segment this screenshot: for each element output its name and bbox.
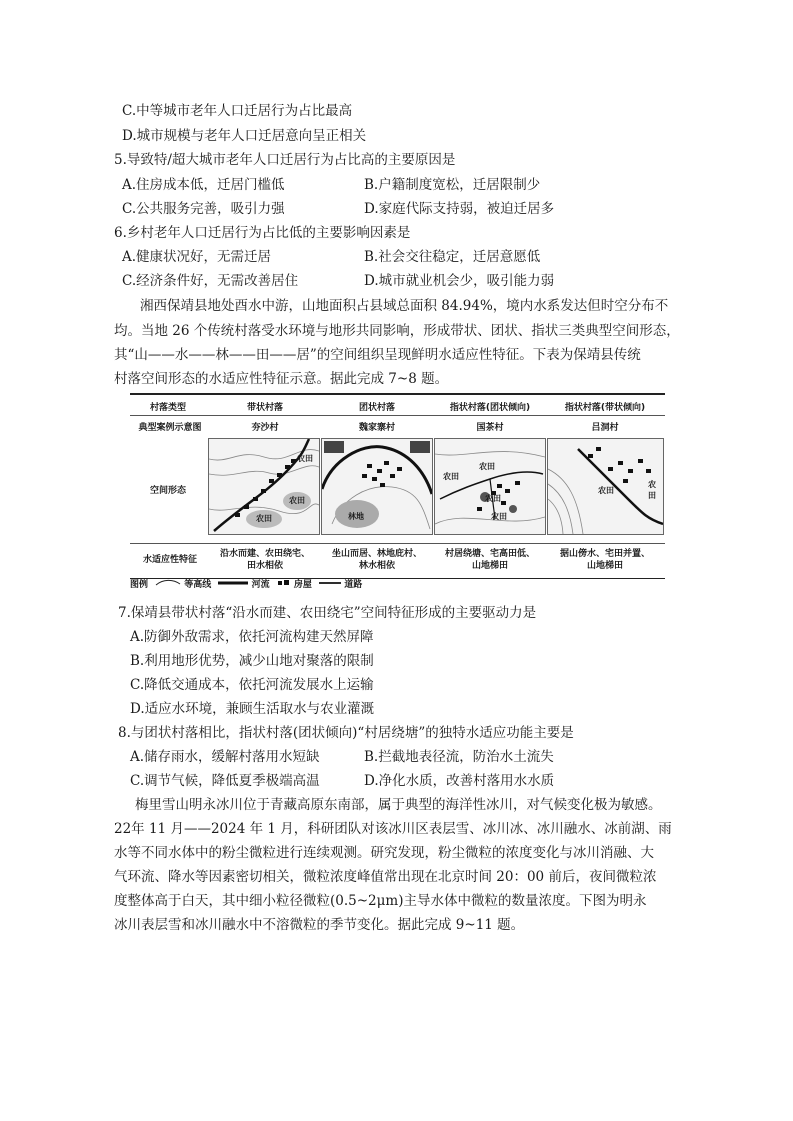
- field-tag: 农田: [648, 480, 656, 500]
- q7-option-c: C.降低交通成本，依托河流发展水上运输: [130, 677, 374, 693]
- col3-feature-line1: 村居绕塘、宅高田低、: [444, 549, 535, 559]
- passage2-line6: 冰川表层雪和冰川融水中不溶微粒的季节变化。据此完成 9~11 题。: [114, 917, 525, 933]
- cluster-village-illustration: [322, 439, 432, 534]
- field-tag: 农田: [485, 494, 501, 503]
- q7-option-a: A.防御外敌需求，依托河流构建天然屏障: [130, 629, 374, 645]
- col2-case: 魏家寨村: [358, 423, 395, 433]
- q6-option-b: B.社会交往稳定，迁居意愿低: [364, 249, 541, 265]
- river-line-icon: [218, 579, 248, 587]
- q4-option-d: D.城市规模与老年人口迁居意向呈正相关: [122, 128, 367, 144]
- row-label-form: 空间形态: [149, 486, 186, 496]
- q5-option-c: C.公共服务完善，吸引力强: [122, 201, 285, 217]
- legend-river: 河流: [251, 580, 270, 590]
- q8-option-d: D.净化水质，改善村落用水水质: [364, 773, 555, 789]
- q6-option-a: A.健康状况好，无需迁居: [122, 249, 272, 265]
- village-form-table: [130, 393, 665, 579]
- field-tag: 农田: [256, 514, 272, 523]
- map-cluster-village: [321, 438, 433, 535]
- q5-stem: 5.导致特/超大城市老年人口迁居行为占比高的主要原因是: [114, 152, 456, 168]
- q8-option-a: A.储存雨水，缓解村落用水短缺: [130, 749, 320, 765]
- legend-contour: 等高线: [184, 580, 212, 590]
- field-tag: 农田: [479, 462, 495, 471]
- q8-stem: 8.与团状村落相比，指状村落(团状倾向)“村居绕塘”的独特水适应功能主要是: [118, 725, 574, 741]
- q8-option-c: C.调节气候，降低夏季极端高温: [130, 773, 320, 789]
- q6-stem: 6.乡村老年人口迁居行为占比低的主要影响因素是: [114, 225, 411, 241]
- table-divider: [130, 543, 665, 544]
- passage2-line5: 度整体高于白天，其中细小粒径微粒(0.5~2μm)主导水体中微粒的数量浓度。下图为明永: [114, 893, 647, 909]
- q5-option-a: A.住房成本低，迁居门槛低: [122, 177, 285, 193]
- col1-feature-line2: 田水相依: [246, 561, 283, 571]
- q7-option-b: B.利用地形优势，减少山地对聚落的限制: [130, 653, 374, 669]
- col2-feature-line2: 林水相依: [358, 561, 395, 571]
- field-tag: 农田: [297, 454, 313, 463]
- passage1-line1: 湘西保靖县地处酉水中游，山地面积占县域总面积 84.94%，境内水系发达但时空分布不: [140, 298, 669, 314]
- legend-house: 房屋: [293, 580, 312, 590]
- legend-road: 道路: [344, 580, 363, 590]
- legend-title: 图例: [130, 580, 149, 590]
- col3-case: 国茶村: [476, 423, 504, 433]
- table-legend: [130, 577, 366, 590]
- q7-stem: 7.保靖县带状村落“沿水而建、农田绕宅”空间特征形成的主要驱动力是: [118, 605, 537, 621]
- passage1-line3: 其“山——水——林——田——居”的空间组织呈现鲜明水适应性特征。下表为保靖县传统: [114, 347, 641, 363]
- row-label-type: 村落类型: [149, 403, 186, 413]
- col4-type: 指状村落(带状倾向): [564, 403, 646, 413]
- field-tag: 农田: [443, 472, 459, 481]
- q8-option-b: B.拦截地表径流，防治水土流失: [364, 749, 554, 765]
- col3-feature-line2: 山地梯田: [471, 561, 508, 571]
- finger-cluster-illustration: [435, 439, 545, 534]
- passage1-line2: 均。当地 26 个传统村落受水环境与地形共同影响，形成带状、团状、指状三类典型空间形态，: [114, 323, 680, 339]
- map-belt-village: [208, 438, 320, 535]
- house-icon: [277, 579, 291, 587]
- map-finger-belt-village: [547, 438, 664, 535]
- col3-type: 指状村落(团状倾向): [449, 403, 531, 413]
- map-finger-cluster-village: [434, 438, 546, 535]
- row-label-feature: 水适应性特征: [142, 555, 197, 565]
- col4-feature-line1: 据山傍水、宅田并置、: [559, 549, 650, 559]
- field-tag: 农田: [491, 512, 507, 521]
- forest-tag: 林地: [348, 512, 364, 521]
- contour-line-icon: [155, 579, 181, 587]
- field-tag: 农田: [289, 496, 305, 505]
- col1-case: 夯沙村: [251, 423, 279, 433]
- q4-option-c: C.中等城市老年人口迁居行为占比最高: [122, 103, 353, 119]
- col1-type: 带状村落: [246, 403, 283, 413]
- passage1-line4: 村落空间形态的水适应性特征示意。据此完成 7~8 题。: [114, 371, 449, 387]
- col4-case: 吕洞村: [591, 423, 619, 433]
- col2-type: 团状村落: [358, 403, 395, 413]
- q6-option-c: C.经济条件好，无需改善居住: [122, 273, 299, 289]
- col4-feature-line2: 山地梯田: [586, 561, 623, 571]
- road-line-icon: [319, 579, 341, 587]
- q6-option-d: D.城市就业机会少，吸引能力弱: [364, 273, 555, 289]
- row-label-case: 典型案例示意图: [138, 423, 202, 433]
- col1-feature-line1: 沿水而建、农田绕宅、: [219, 549, 310, 559]
- passage2-line1: 梅里雪山明永冰川位于青藏高原东南部，属于典型的海洋性冰川，对气候变化极为敏感。: [135, 797, 662, 813]
- table-divider: [130, 415, 665, 416]
- col2-feature-line1: 坐山而居、林地庇村、: [331, 549, 422, 559]
- field-tag: 农田: [598, 486, 614, 495]
- passage2-line3: 水等不同水体中的粉尘微粒进行连续观测。研究发现，粉尘微粒的浓度变化与冰川消融、大: [114, 845, 654, 861]
- passage2-line2: 22年 11 月——2024 年 1 月，科研团队对该冰川区表层雪、冰川冰、冰川融水、冰前湖、雨: [114, 821, 672, 837]
- q7-option-d: D.适应水环境，兼顾生活取水与农业灌溉: [130, 701, 375, 717]
- passage2-line4: 气环流、降水等因素密切相关，微粒浓度峰值常出现在北京时间 20：00 前后，夜间微粒浓: [114, 869, 657, 885]
- q5-option-b: B.户籍制度宽松，迁居限制少: [364, 177, 541, 193]
- q5-option-d: D.家庭代际支持弱，被迫迁居多: [364, 201, 555, 217]
